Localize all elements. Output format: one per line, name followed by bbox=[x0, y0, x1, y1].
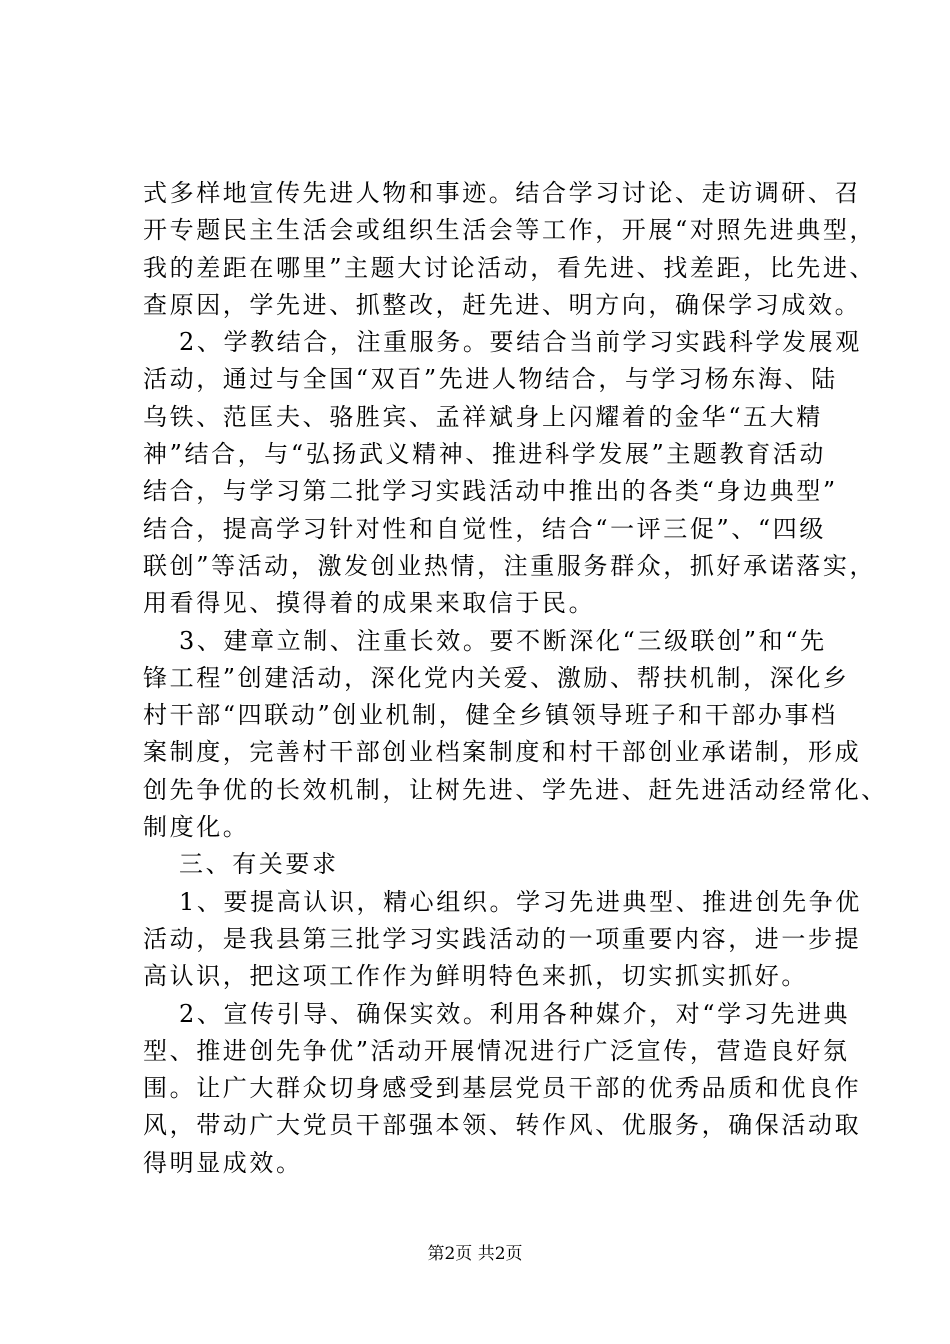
text-line: 神”结合，与“弘扬武义精神、推进科学发展”主题教育活动 bbox=[143, 440, 827, 469]
text-line: 活动，是我县第三批学习实践活动的一项重要内容，进一步提 bbox=[143, 924, 862, 953]
text-line: 联创”等活动，激发创业热情，注重服务群众，抓好承诺落实， bbox=[143, 551, 877, 580]
text-line: 查原因，学先进、抓整改，赶先进、明方向，确保学习成效。 bbox=[143, 290, 862, 319]
paragraph-start-line: 2、宣传引导、确保实效。利用各种媒介，对“学习先进典 bbox=[179, 999, 851, 1028]
section-heading: 三、有关要求 bbox=[179, 850, 339, 879]
text-line: 村干部“四联动”创业机制，健全乡镇领导班子和干部办事档 bbox=[143, 701, 838, 730]
page-number-footer: 第2页 共2页 bbox=[427, 1244, 523, 1264]
text-line: 式多样地宣传先进人物和事迹。结合学习讨论、走访调研、召 bbox=[143, 179, 862, 207]
text-line: 活动，通过与全国“双百”先进人物结合，与学习杨东海、陆 bbox=[143, 365, 838, 394]
text-line: 得明显成效。 bbox=[143, 1148, 303, 1177]
text-line: 锋工程”创建活动，深化党内关爱、激励、帮扶机制，深化乡 bbox=[143, 663, 850, 692]
text-line: 高认识，把这项工作作为鲜明特色来抓，切实抓实抓好。 bbox=[143, 962, 808, 991]
text-line: 开专题民主生活会或组织生活会等工作，开展“对照先进典型， bbox=[143, 216, 877, 245]
text-line: 我的差距在哪里”主题大讨论活动，看先进、找差距，比先进、 bbox=[143, 253, 877, 282]
text-line: 用看得见、摸得着的成果来取信于民。 bbox=[143, 589, 596, 618]
text-line: 制度化。 bbox=[143, 813, 250, 842]
paragraph-start-line: 1、要提高认识，精心组织。学习先进典型、推进创先争优 bbox=[179, 887, 862, 916]
paragraph-start-line: 3、建章立制、注重长效。要不断深化“三级联创”和“先 bbox=[179, 626, 827, 655]
text-line: 结合，提高学习针对性和自觉性，结合“一评三促”、“四级 bbox=[143, 514, 827, 543]
text-line: 结合，与学习第二批学习实践活动中推出的各类“身边典型” bbox=[143, 477, 838, 506]
text-line: 型、推进创先争优”活动开展情况进行广泛宣传，营造良好氛 bbox=[143, 1036, 850, 1065]
text-line: 乌铁、范匡夫、骆胜宾、孟祥斌身上闪耀着的金华“五大精 bbox=[143, 402, 823, 431]
text-line: 案制度，完善村干部创业档案制度和村干部创业承诺制，形成 bbox=[143, 738, 862, 767]
text-line: 围。让广大群众切身感受到基层党员干部的优秀品质和优良作 bbox=[143, 1074, 862, 1103]
text-line: 风，带动广大党员干部强本领、转作风、优服务，确保活动取 bbox=[143, 1111, 862, 1140]
document-body bbox=[143, 175, 888, 1182]
text-line: 创先争优的长效机制，让树先进、学先进、赶先进活动经常化、 bbox=[143, 775, 888, 804]
paragraph-start-line: 2、学教结合，注重服务。要结合当前学习实践科学发展观 bbox=[179, 328, 862, 357]
